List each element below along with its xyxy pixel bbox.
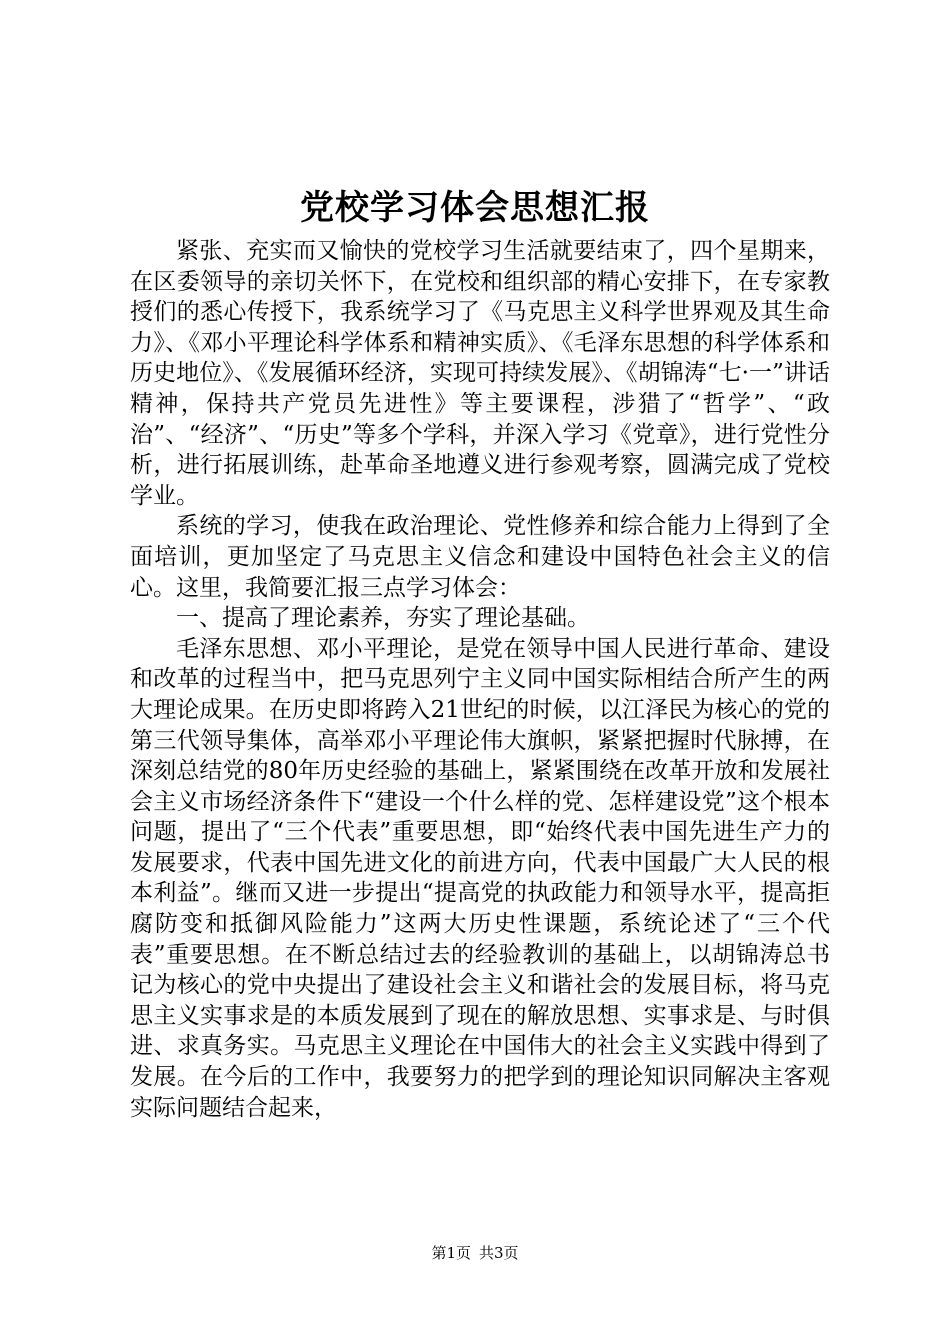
document-title: 党校学习体会思想汇报 — [300, 188, 650, 228]
page-number: 第1页 — [431, 1244, 471, 1262]
paragraph-theory: 毛泽东思想、邓小平理论，是党在领导中国人民进行革命、建设和改革的过程当中，把马克思列宁主义同中国实际相结合所产生的两大理论成果。在历史即将跨入21世纪的时候，以江泽民为核心的党的第三代领导集体，高举邓小平理论伟大旗帜，紧紧把握时代脉搏，在深刻总结党的80年历史经验的基础上，紧紧围绕在改革开放和发展社会主义市场经济条件下“建设一个什么样的党、怎样建设党”这个根本问题，提出了“三个代表”重要思想，即“始终代表中国先进生产力的发展要求，代表中国先进文化的前进方向，代表中国最广大人民的根本利益”。继而又进一步提出“提高党的执政能力和领导水平，提高拒腐防变和抵御风险能力”这两大历史性课题，系统论述了“三个代表”重要思想。在不断总结过去的经验教训的基础上，以胡锦涛总书记为核心的党中央提出了建设社会主义和谐社会的发展目标，将马克思主义实事求是的本质发展到了现在的解放思想、实事求是、与时俱进、求真务实。马克思主义理论在中国伟大的社会主义实践中得到了发展。在今后的工作中，我要努力的把学到的理论知识同解决主客观实际问题结合起来， — [130, 635, 830, 1121]
page-footer — [0, 1243, 950, 1263]
document-body — [130, 236, 830, 1123]
paragraph-intro: 紧张、充实而又愉快的党校学习生活就要结束了，四个星期来，在区委领导的亲切关怀下，在党校和组织部的精心安排下，在专家教授们的悉心传授下，我系统学习了《马克思主义科学世界观及其生命力》、《邓小平理论科学体系和精神实质》、《毛泽东思想的科学体系和历史地位》、《发展循环经济，实现可持续发展》、《胡锦涛“七·一”讲话精神，保持共产党员先进性》等主要课程，涉猎了“哲学”、“政治”、“经济”、“历史”等多个学科，并深入学习《党章》，进行党性分析，进行拓展训练，赴革命圣地遵义进行参观考察，圆满完成了党校学业。 — [130, 238, 830, 509]
paragraph-summary: 系统的学习，使我在政治理论、党性修养和综合能力上得到了全面培训，更加坚定了马克思主义信念和建设中国特色社会主义的信心。这里，我简要汇报三点学习体会： — [130, 513, 830, 601]
section-heading-1: 一、提高了理论素养，夯实了理论基础。 — [176, 605, 590, 632]
page-total: 共3页 — [479, 1244, 519, 1262]
